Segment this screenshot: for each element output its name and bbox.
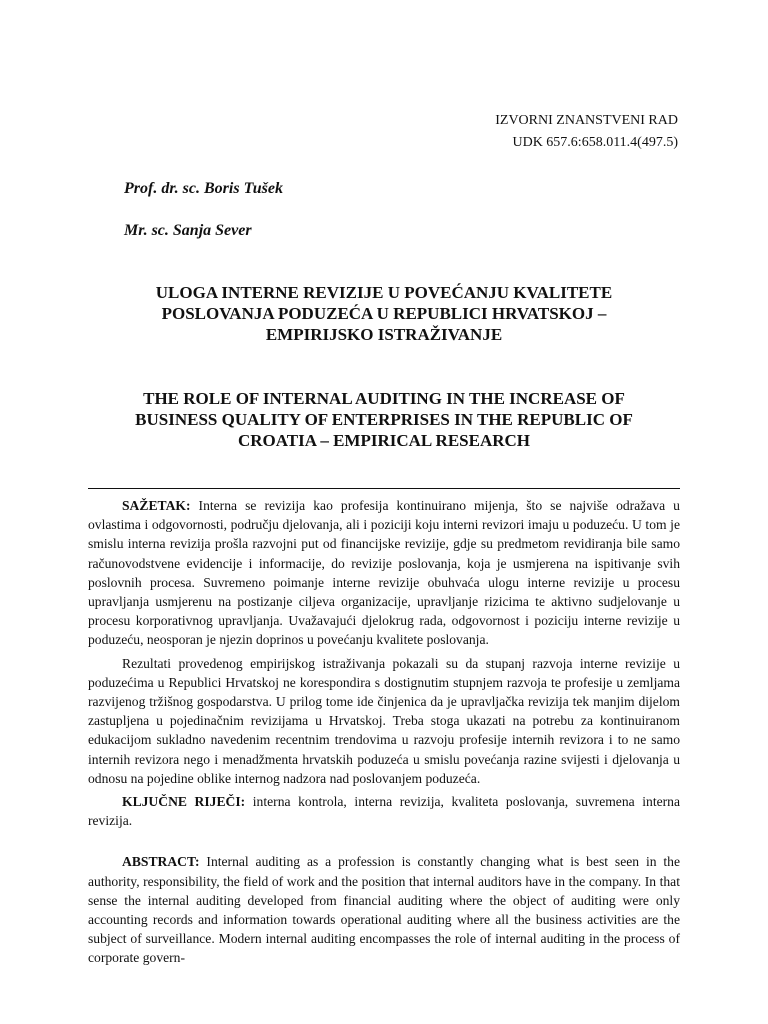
sazetak-text-2: Rezultati provedenog empirijskog istraživanja pokazali su da stupanj razvoja interne revizije u poduzećima u Republici Hrvatskoj ne korespondira s dostignutim stupnjem razvoja te profesije u zemljama razvijenog tržišnog gospodarstva. U prilog tome ide činjenica da je upravljačka revizija tek manjim dijelom zastupljena u pojedinačnim revizijama u Hrvatskoj. Treba stoga ukazati na potrebu za kontinuiranom edukacijom sukladno navedenim recentnim trendovima u razvoju profesije internih revizora i to ne samo internih revizora nego i menadžmenta hrvatskih poduzeća u smislu povećanja razine svijesti i djelovanja u odnosu na pojedine oblike internog nadzora nad poslovanjem poduzeća.	[88, 655, 680, 786]
author-2: Mr. sc. Sanja Sever	[124, 222, 252, 239]
title-en-line: CROATIA – EMPIRICAL RESEARCH	[237, 431, 531, 450]
title-en-line: BUSINESS QUALITY OF ENTERPRISES IN THE REPUBLIC OF	[135, 410, 633, 429]
sazetak-paragraph-1	[88, 496, 680, 650]
keywords-paragraph	[88, 792, 680, 830]
keywords-label: KLJUČNE RIJEČI:	[122, 794, 246, 810]
abstract-en-paragraph	[88, 852, 680, 967]
title-english	[90, 388, 678, 451]
abstract-section	[88, 496, 680, 972]
section-divider	[88, 488, 680, 489]
sazetak-text-1: Interna se revizija kao profesija kontinuirano mijenja, što se najviše odražava u ovlastima i odgovornosti, području djelovanja, ali i poziciji koju interni revizori imaju u poduzeću. U tom je smislu interna revizija prošla razvojni put od financijske revizije, gdje su predmetom revidiranja bile samo računovodstvene evidencije i informacije, do revizije poslovanja, koja je usmjerena na ispitivanje svih poslovnih procesa. Suvremeno poimanje interne revizije obuhvaća ulogu interne revizije u procesu upravljanja usmjerenu na postizanje ciljeva organizacije, upravljanje rizicima te aktivno sudjelovanje u procesu korporativnog upravljanja. Uvažavajući djelokrug rada, odgovornost i poziciju interne revizije u poduzeću, neosporan je njezin doprinos u povećanju kvalitete poslovanja.	[88, 498, 680, 648]
keywords-text: interna kontrola, interna revizija, kvaliteta poslovanja, suvremena interna revizija.	[88, 794, 681, 829]
paper-category: IZVORNI ZNANSTVENI RAD	[495, 113, 678, 128]
sazetak-paragraph-2	[88, 654, 680, 788]
abstract-text: Internal auditing as a profession is constantly changing what is best seen in the authority, responsibility, the field of work and the position that internal auditors have in the company. In that sense the internal auditing developed from financial auditing where the object of auditing were only accounting records and information towards operational auditing where all the business activities are the subject of surveillance. Modern internal auditing encompasses the role of internal auditing in the process of corporate govern-	[88, 854, 680, 966]
abstract-label: ABSTRACT:	[122, 854, 200, 870]
title-hr-line: EMPIRIJSKO ISTRAŽIVANJE	[265, 325, 503, 344]
paper-meta	[495, 110, 678, 154]
sazetak-label: SAŽETAK:	[122, 498, 191, 513]
title-croatian	[90, 282, 678, 345]
title-en-line: THE ROLE OF INTERNAL AUDITING IN THE INCREASE OF	[143, 389, 625, 408]
title-hr-line: POSLOVANJA PODUZEĆA U REPUBLICI HRVATSKOJ –	[161, 304, 607, 323]
udk-code: UDK 657.6:658.011.4(497.5)	[512, 135, 678, 150]
author-1: Prof. dr. sc. Boris Tušek	[124, 180, 283, 197]
title-hr-line: ULOGA INTERNE REVIZIJE U POVEĆANJU KVALITETE	[155, 283, 613, 302]
